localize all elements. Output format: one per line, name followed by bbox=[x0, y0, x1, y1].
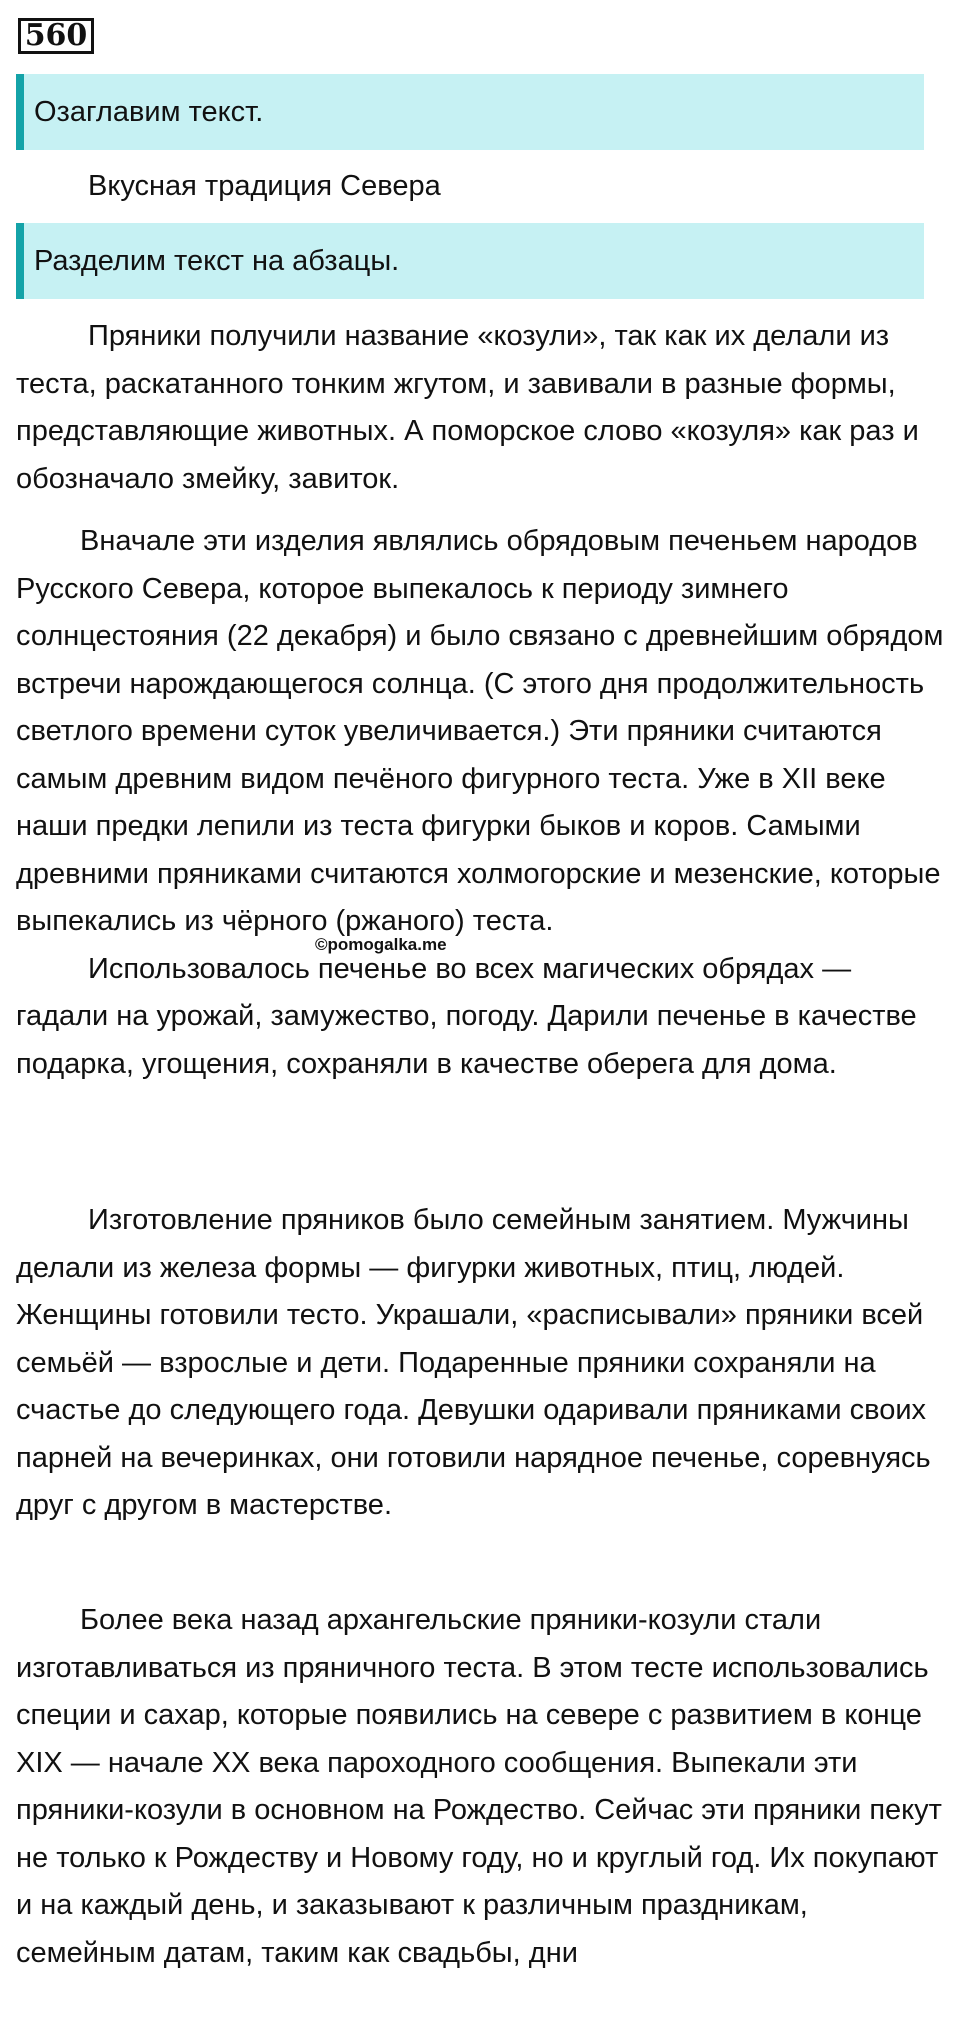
step-banner-title bbox=[16, 74, 924, 150]
paragraph-text: Изготовление пряников было семейным занятием. Мужчины делали из железа формы — фигурки животных, птиц, людей. Женщины готовили тесто. Украшали, «расписывали» пряники всей семьёй — взрослые и дети. Подаренные пряники сохраняли на счастье до следующего года. Девушки одаривали пряниками своих парней на вечеринках, они готовили нарядное печенье, соревнуясь друг с другом в мастерстве. bbox=[16, 1204, 931, 1521]
paragraph-text: Более века назад архангельские пряники-козули стали изготавливаться из пряничного теста. В этом тесте использовались специи и сахар, которые появились на севере с развитием в конце XIX — начале XX века пароходного сообщения. Выпекали эти пряники-козули в основном на Рождество. Сейчас эти пряники пекут не только к Рождеству и Новому году, но и круглый год. Их покупают и на каждый день, и заказывают к различным праздникам, семейным датам, таким как свадьбы, дни bbox=[16, 1604, 942, 1969]
watermark: ©pomogalka.me bbox=[315, 935, 447, 954]
paragraph-text: Использовалось печенье во всех магических обрядах — гадали на урожай, замужество, погоду. Дарили печенье в качестве подарка, угощения, сохраняли в качестве оберега для дома. bbox=[16, 952, 917, 1080]
paragraph-text: Вначале эти изделия являлись обрядовым печеньем народов Русского Севера, которое выпекалось к периоду зимнего солнцестояния (22 декабря) и было связано с древнейшим обрядом встречи нарождающегося солнца. (С этого дня продолжительность светлого времени суток увеличивается.) Эти пряники считаются самым древним видом печёного фигурного теста. Уже в XII веке наши предки лепили из теста фигурки быков и коров. Самыми древними пряниками считаются холмогорские и мезенские, которые выпекались из чёрного (ржаного) теста. bbox=[16, 525, 944, 937]
paragraph-text: Пряники получили название «козули», так как их делали из теста, раскатанного тонким жгутом, и завивали в разные формы, представляющие животных. А поморское слово «козуля» как раз и обозначало змейку, завиток. bbox=[16, 320, 919, 495]
task-number-box: 560 bbox=[18, 18, 94, 54]
paragraph-1 bbox=[16, 313, 946, 503]
step-banner-label: Озаглавим текст. bbox=[34, 96, 264, 128]
text-title: Вкусная традиция Севера bbox=[88, 170, 441, 202]
paragraph-3 bbox=[16, 946, 946, 1089]
paragraph-2 bbox=[16, 518, 946, 946]
paragraph-2-3 bbox=[16, 518, 946, 1088]
paragraph-4 bbox=[16, 1197, 946, 1530]
paragraph-5 bbox=[16, 1597, 946, 1977]
step-banner-label: Разделим текст на абзацы. bbox=[34, 245, 400, 277]
step-banner-paragraphs bbox=[16, 223, 924, 299]
